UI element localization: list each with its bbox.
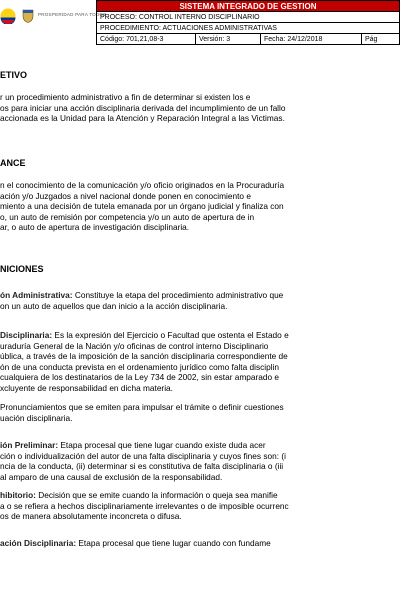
definition-text: Constituye la etapa del procedimiento administrativo que — [72, 290, 284, 300]
text-line: xcluyente de responsabilidad en dicha materia. — [0, 382, 173, 393]
definition-autos — [0, 402, 400, 423]
definition-text: Es la expresión del Ejercicio o Facultad que ostenta el Estado e — [52, 330, 289, 340]
process-name: PROCESO: CONTROL INTERNO DISCIPLINARIO — [97, 12, 400, 23]
text-line: accionada es la Unidad para la Atención y Reparación Integral a las Victimas. — [0, 113, 285, 124]
definition-investigacion-disciplinaria — [0, 538, 400, 549]
text-line: ción o individualización del autor de una falta disciplinaria y cuyos fines son: (i — [0, 450, 286, 461]
section-heading-alcance: ANCE — [0, 158, 26, 168]
text-line: ública, a través de la imposición de la sanción disciplinaria correspondiente de — [0, 351, 288, 362]
text-line — [0, 490, 400, 501]
text-line: uación disciplinaria. — [0, 412, 73, 423]
definition-auto-inhibitorio — [0, 490, 400, 522]
text-line: al amparo de una causal de exclusión de la responsabilidad. — [0, 471, 223, 482]
definition-term: Disciplinaria: — [0, 330, 53, 340]
text-line: ar, o auto de apertura de investigación disciplinaria. — [0, 222, 190, 233]
text-line — [0, 330, 400, 341]
text-line: uraduría General de la Nación y/o oficinas de control interno Disciplinario — [0, 340, 269, 351]
document-date: Fecha: 24/12/2018 — [261, 34, 362, 45]
text-line — [0, 538, 400, 549]
system-title: SISTEMA INTEGRADO DE GESTION — [97, 1, 400, 12]
text-line: os de manera absolutamente inconcreta o difusa. — [0, 511, 182, 522]
text-line: n el conocimiento de la comunicación y/o oficio originados en la Procuraduría — [0, 180, 285, 190]
page-number: Pág — [362, 34, 400, 45]
definition-term: ón Administrativa: — [0, 290, 73, 300]
procedure-name: PROCEDIMIENTO: ACTUACIONES ADMINISTRATIVAS — [97, 23, 400, 34]
text-line: os para iniciar una acción disciplinaria derivada del incumplimiento de un fallo — [0, 102, 286, 113]
text-line — [0, 290, 400, 301]
definition-term: ación Disciplinaria: — [0, 538, 77, 548]
section-text-objetivo — [0, 92, 400, 124]
text-line: miento a una decisión de tutela emanada por un órgano judicial y finaliza con — [0, 201, 284, 212]
text-line: cualquiera de los destinatarios de la Ley 734 de 2002, sin estar amparado e — [0, 372, 280, 383]
text-line — [0, 402, 400, 413]
text-line: a o se refiera a hechos disciplinariamente irrelevantes o de imposible ocurrenc — [0, 500, 289, 511]
organization-name: PROSPERIDAD PARA TODOS — [38, 12, 107, 17]
text-line: r un procedimiento administrativo a fin de determinar si existen los e — [0, 92, 251, 102]
header-table — [96, 0, 400, 45]
section-heading-definiciones: NICIONES — [0, 264, 44, 274]
definition-text: Etapa procesal que tiene lugar cuando existe duda acer — [58, 440, 266, 450]
definition-text: Decisión que se emite cuando la información o queja sea manifie — [35, 490, 278, 500]
coat-of-arms-icon — [22, 9, 34, 23]
section-heading-objetivo: ETIVO — [0, 70, 28, 80]
document-version: Versión: 3 — [196, 34, 261, 45]
definition-term: hibitorio: — [0, 490, 36, 500]
text-line: ncia de la conducta, (ii) determinar si es constitutiva de falta disciplinaria o (iii — [0, 461, 284, 472]
definition-text: Etapa procesal que tiene lugar cuando con fundame — [76, 538, 271, 548]
text-line: ón de una conducta prevista en el ordenamiento jurídico como falta disciplin — [0, 361, 280, 372]
document-code: Código: 701,21,08-3 — [97, 34, 196, 45]
text-line — [0, 440, 400, 451]
definition-term: ión Preliminar: — [0, 440, 59, 450]
colombia-flag-icon — [0, 8, 16, 24]
document-header — [0, 0, 400, 66]
definition-actuacion-administrativa — [0, 290, 400, 311]
definition-accion-disciplinaria — [0, 330, 400, 394]
text-line: o, un auto de remisión por competencia y/o un auto de apertura de in — [0, 211, 255, 222]
text-line: on un auto de aquellos que dan inicio a la acción disciplinaria. — [0, 300, 228, 311]
text-line: ación y/o Juzgados a nivel nacional donde ponen en conocimiento e — [0, 190, 251, 201]
definition-text: Pronunciamientos que se emiten para impulsar el trámite o definir cuestiones — [0, 402, 284, 412]
definition-indagacion-preliminar — [0, 440, 400, 482]
section-text-alcance — [0, 180, 400, 233]
